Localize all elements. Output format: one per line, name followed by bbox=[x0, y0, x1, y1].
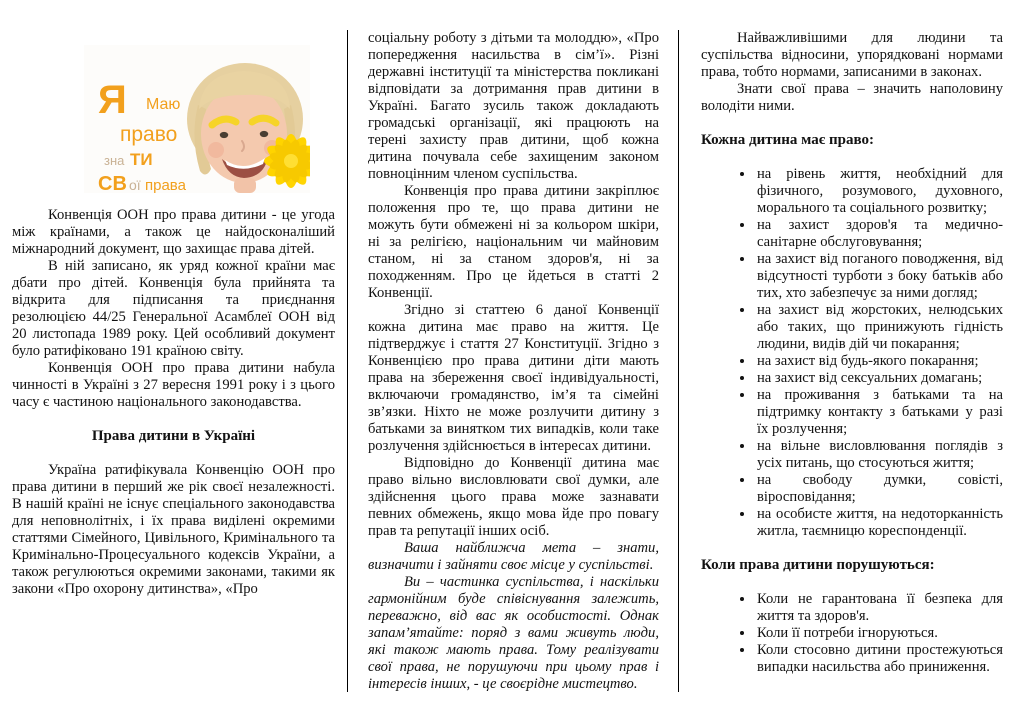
heading-when-rights-violated: Коли права дитини порушуються: bbox=[701, 557, 935, 573]
list-item: • на свободу думки, совісті, віросповідання; bbox=[755, 472, 1003, 506]
column-left bbox=[12, 0, 335, 598]
list-item: • на захист від жорстоких, нелюдських або таких, що принижують гідність людини, видів дій чи покарання; bbox=[755, 302, 1003, 353]
column-middle bbox=[368, 30, 659, 693]
list-item: • на особисте життя, на недоторканність житла, таємницю кореспонденції. bbox=[755, 506, 1003, 540]
section-heading-rights-in-ukraine: Права дитини в Україні bbox=[91, 428, 256, 444]
rights-list bbox=[701, 166, 1003, 540]
list-item: • на захист від поганого поводження, від відсутності турботи з боку батьків або тих, хто забезпечує за ними догляд; bbox=[755, 251, 1003, 302]
child-photo bbox=[84, 45, 310, 193]
heading-every-child-has-right: Кожна дитина має право: bbox=[701, 132, 874, 148]
paragraph-laws-continued: соціальну роботу з дітьми та молоддю», «Про попередження насильства в сім’ї». Різні державні інституції та міністерства покликані відповідати за дотримання прав дитини в Україні. Багато зусиль також докладають громадські організації, які працюють на терені захисту прав дитини, щоб кожна дитина почувала себе захищеним законом повноцінним членом суспільства. bbox=[368, 30, 659, 182]
child-photo-illustration bbox=[84, 45, 310, 193]
paragraph-convention-intro: Конвенція ООН про права дитини - це угода між країнами, а також це найдосконаліший міжнародний документ, що захищає права дітей. bbox=[12, 207, 335, 257]
list-item: • на захист здоров'я та медично-санітарне обслуговування; bbox=[755, 217, 1003, 251]
column-divider-right bbox=[678, 30, 679, 692]
list-item: • на рівень життя, необхідний для фізичного, розумового, духовного, морального та соціального розвитку; bbox=[755, 166, 1003, 217]
list-item: • на проживання з батьками та на підтримку контакту з батьками у разі їх розлучення; bbox=[755, 387, 1003, 438]
paragraph-freedom-of-expression: Відповідно до Конвенції дитина має право вільно висловлювати свої думки, але здійснення цього права може зазнавати певних обмежень, якщо мова йде про повагу прав та репутації інших осіб. bbox=[368, 455, 659, 539]
list-item: • на захист від будь-якого покарання; bbox=[755, 353, 1003, 370]
violations-list bbox=[701, 591, 1003, 676]
column-divider-left bbox=[347, 30, 348, 692]
list-item: • Коли її потреби ігноруються. bbox=[755, 625, 1003, 642]
paragraph-non-discrimination: Конвенція про права дитини закріплює положення про те, що права дитини не можуть бути обмежені ні за кольором шкіри, ні за релігією, національним чи майновим станом, ні за станом здоров'я, ні за походженням. Про це йдеться в статті 2 Конвенції. bbox=[368, 183, 659, 301]
paragraph-convention-adoption: В ній записано, як уряд кожної країни має дбати про дітей. Конвенція була прийнята та відкрита для підписання та приєднання резолюцією 44/25 Генеральної Асамблеї ООН від 20 листопада 1989 року. Цей особливий документ було ратифіковано 191 країною світу. bbox=[12, 258, 335, 359]
list-item: • Коли не гарантована її безпека для життя та здоров'я. bbox=[755, 591, 1003, 625]
paragraph-ratification: Україна ратифікувала Конвенцію ООН про права дитини в перший же рік своєї незалежності. В нашій країні не існує спеціального законодавства для неповнолітніх, і їх права виділені окремими статтями Сімейного, Цивільного, Кримінального та Кримінально-Процесуального кодексів України, а також регулюються окремими законами, такими як закони «Про охорону дитинства», «Про bbox=[12, 462, 335, 597]
list-item: • на вільне висловлювання поглядів з усіх питань, що стосуються життя; bbox=[755, 438, 1003, 472]
column-right bbox=[701, 30, 1003, 693]
paragraph-right-to-life: Згідно зі статтею 6 даної Конвенції кожна дитина має право на життя. Це підтверджує і стаття 27 Конституції. Згідно з Конвенцією про права дитини діти мають права на збереження своєї індивідуальності, включаючи громадянство, ім’я та сімейні зв’язки. Ніхто не може розлучити дитину з батьками за винятком тих випадків, коли таке розлучення здійснюється в інтересах дитини. bbox=[368, 302, 659, 454]
paragraph-norms-of-law: Найважливішими для людини та суспільства відносини, упорядковані нормами права, тобто нормами, записаними в законах. bbox=[701, 30, 1003, 80]
paragraph-convention-ukraine: Конвенція ООН про права дитини набула чинності в Україні з 27 вересня 1991 року і з цього часу є частиною національного законодавства. bbox=[12, 360, 335, 410]
paragraph-italic-goal: Ваша найближча мета – знати, визначити і зайняти своє місце у суспільстві. bbox=[368, 540, 659, 573]
photo-slogan: Я Маю право зна ТИ СВ ої права bbox=[98, 78, 186, 193]
paragraph-know-your-rights: Знати свої права – значить наполовину володіти ними. bbox=[701, 81, 1003, 114]
list-item: • Коли стосовно дитини простежуються випадки насильства або приниження. bbox=[755, 642, 1003, 676]
paragraph-italic-society: Ви – частинка суспільства, і наскільки гармонійним буде співіснування залежить, переважно, від вас як особистості. Однак запам’ятайте: поряд з вами живуть люди, які також мають права. Тому реалізувати свої права, не порушуючи при цьому прав і інтересів інших, - це своєрідне мистецтво. bbox=[368, 574, 659, 692]
list-item: • на захист від сексуальних домагань; bbox=[755, 370, 1003, 387]
